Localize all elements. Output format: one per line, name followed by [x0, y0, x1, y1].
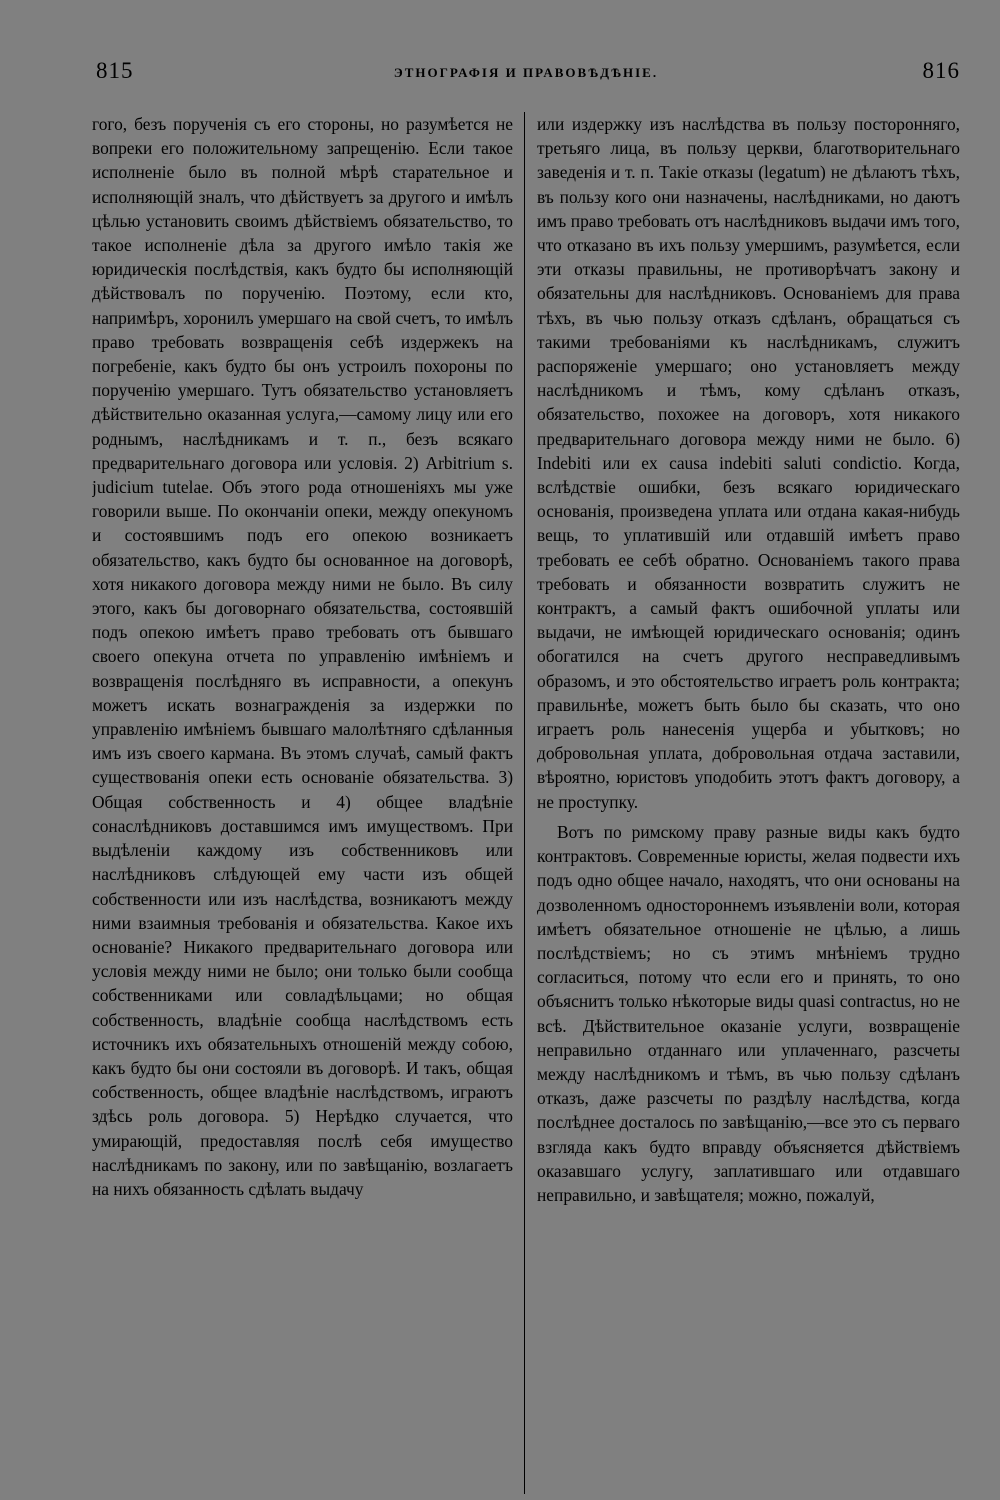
page-number-left: 815 — [96, 58, 134, 83]
right-column-paragraph-2: Вотъ по римскому праву разные виды какъ будто контрактовъ. Современные юристы, желая подвести ихъ подъ одно общее начало, находятъ, что они основаны на дозволенномъ одностороннемъ изъявленіи воли, которая имѣетъ обязательное отношеніе не цѣлью, а лишь послѣдствіемъ; но съ этимъ мнѣніемъ трудно согласиться, потому что если его и принять, то оно объяснитъ только нѣкоторые виды quasi contractus, но не всѣ. Дѣйствительное оказаніе услуги, возвращеніе неправильно отданнаго или уплаченнаго, разсчеты между наслѣдникомъ и тѣмъ, въ чью пользу сдѣланъ отказъ, даже разсчеты по раздѣлу наслѣдства, когда послѣднее досталось по завѣщанію,—все это съ перваго взгляда какъ будто вправду объясняется дѣйствіемъ оказавшаго услугу, заплатившаго или отдавшаго неправильно, и завѣщателя; можно, пожалуй, — [537, 821, 960, 1205]
running-title: ЭТНОГРАФІЯ И ПРАВОВѢДѢНІЕ. — [393, 65, 659, 80]
page-number-right: 816 — [922, 58, 960, 83]
right-column — [537, 112, 960, 1492]
left-column-paragraph: гого, безъ порученія съ его стороны, но разумѣется не вопреки его положительному запрещенію. Если такое исполненіе было въ полной мѣрѣ старательное и исполняющій зналъ, что дѣйствуетъ за другого и имѣлъ цѣлью установить своимъ дѣйствіемъ обязательство, то такое исполненіе дѣла за другого имѣло такія же юридическія послѣдствія, какъ будто бы исполняющій дѣйствовалъ по порученію. Поэтому, если кто, напримѣръ, хоронилъ умершаго на свой счетъ, то имѣлъ право требовать возвращенія себѣ издержекъ на погребеніе, какъ будто бы онъ устроилъ похороны по порученію умершаго. Тутъ обязательство установляетъ дѣйствительно оказанная услуга,—самому лицу или его роднымъ, наслѣдникамъ и т. п., безъ всякаго предварительнаго договора или условія. 2) Arbitrium s. judicium tutelae. Объ этого рода отношеніяхъ мы уже говорили выше. По окончаніи опеки, между опекуномъ и состоявшимъ подъ его опекою возникаетъ обязательство, какъ будто бы основанное на договорѣ, хотя никакого договора между ними не было. Въ силу этого, какъ бы договорнаго обязательства, состоявшій подъ опекою имѣетъ право требовать отъ бывшаго своего опекуна отчета по управленію имѣніемъ и возвращенія послѣдняго въ исправности, а опекунъ можетъ искать вознагражденія за издержки по управленію имѣніемъ бывшаго малолѣтняго сдѣланныя имъ изъ своего кармана. Въ этомъ случаѣ, самый фактъ существованія опеки есть основаніе обязательства. 3) Общая собственность и 4) общее владѣніе сонаслѣдниковъ доставшимся имъ имуществомъ. При выдѣленіи каждому изъ собственниковъ или наслѣдниковъ слѣдующей ему части изъ общей собственности или изъ наслѣдства, возникаютъ между ними взаимныя требованія и обязательства. Какое ихъ основаніе? Никакого предварительнаго договора или условія между ними не было; они только были сообща собственниками или совладѣльцами; но общая собственность, владѣніе сообща наслѣдствомъ есть источникъ ихъ обязательныхъ отношеній между собою, какъ будто бы они состояли въ договорѣ. И такъ, общая собственность, общее владѣніе наслѣдствомъ, играютъ здѣсь роль договора. 5) Нерѣдко случается, что умирающій, предоставляя послѣ себя имущество наслѣдникамъ по закону, или по завѣщанію, возлагаетъ на нихъ обязанность сдѣлать выдачу — [92, 114, 513, 1199]
running-header — [92, 58, 960, 92]
right-column-paragraph-1: или издержку изъ наслѣдства въ пользу посторонняго, третьяго лица, въ пользу церкви, благотворительнаго заведенія и т. п. Такіе отказы (legatum) не дѣлаютъ тѣхъ, въ пользу кого они назначены, наслѣдниками, но даютъ имъ право требовать отъ наслѣдниковъ выдачи имъ того, что отказано въ ихъ пользу умершимъ, разумѣется, если эти отказы правильны, не противорѣчатъ закону и обязательны для наслѣдниковъ. Основаніемъ для права тѣхъ, въ чью пользу отказъ сдѣланъ, обращаться съ такими требованіями къ наслѣдникамъ, служитъ распоряженіе умершаго; оно установляетъ между наслѣдникомъ и тѣмъ, кому сдѣланъ отказъ, обязательство, похожее на договоръ, хотя никакого предварительнаго договора между ними не было. 6) Indebiti или ex causa indebiti saluti condictio. Когда, вслѣдствіе ошибки, безъ всякаго юридическаго основанія, произведена уплата или отдана какая-нибудь вещь, то уплатившій или отдавшій имѣетъ право требовать ее себѣ обратно. Основаніемъ такого права требовать и обязанности возвратить служитъ не контрактъ, а самый фактъ ошибочной уплаты или выдачи, не имѣющей юридическаго основанія; одинъ обогатился на счетъ другого несправедливымъ образомъ, и это обстоятельство играетъ роль контракта; правильнѣе, можетъ быть было бы сказать, что оно играетъ роль нанесенія ущерба и убытковъ; но добровольная уплата, добровольная отдача заставили, вѣроятно, юристовъ уподобить этотъ фактъ договору, а не проступку. — [537, 114, 960, 812]
column-divider — [524, 112, 525, 1494]
left-column — [92, 112, 513, 1492]
